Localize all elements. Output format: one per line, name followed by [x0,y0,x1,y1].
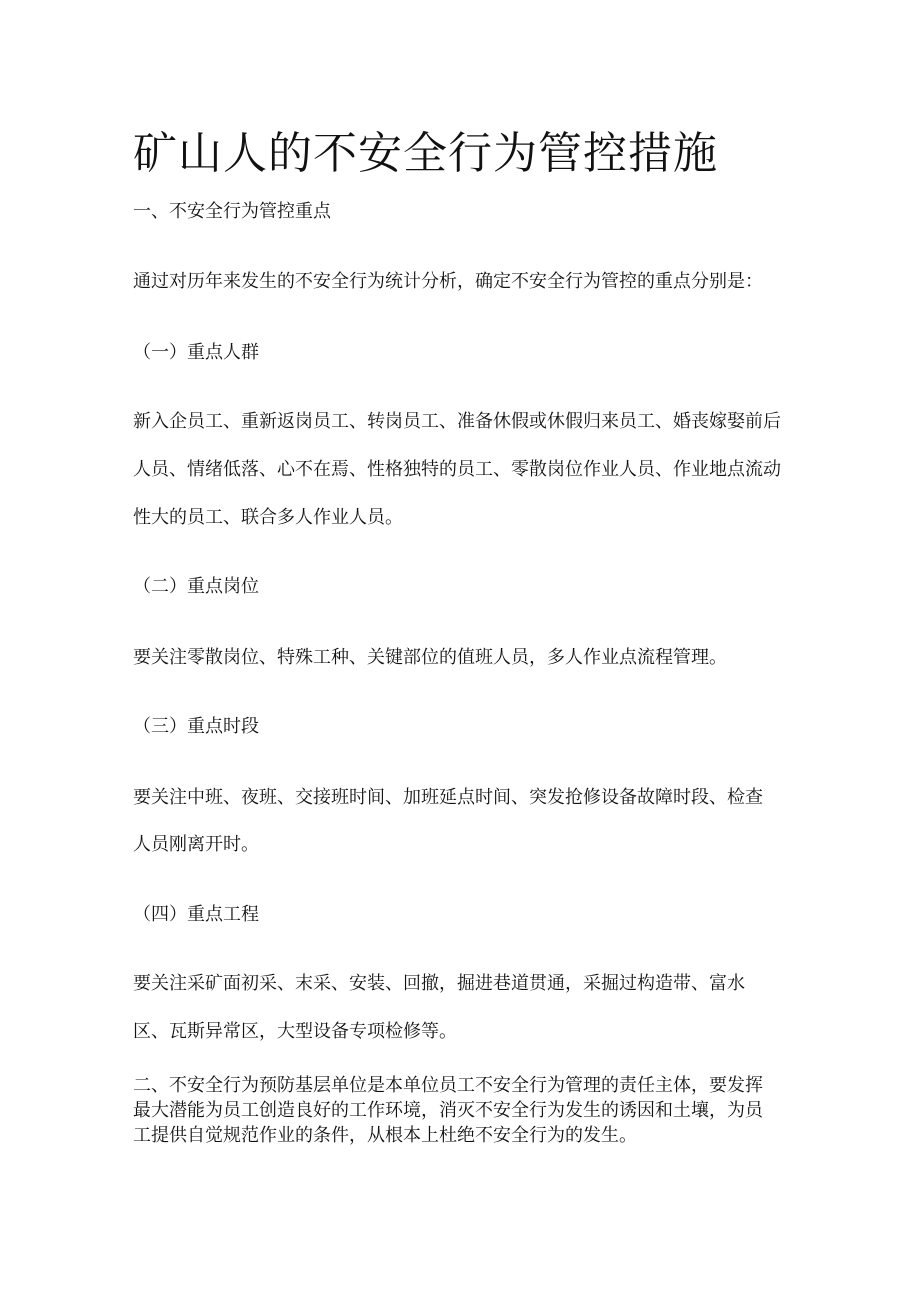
subheading-key-posts: （二）重点岗位 [133,576,259,597]
paragraph-line: 二、不安全行为预防基层单位是本单位员工不安全行为管理的责任主体，要发挥 [133,1075,763,1096]
paragraph-line: 工提供自觉规范作业的条件，从根本上杜绝不安全行为的发生。 [133,1125,637,1146]
paragraph-line: 人员刚离开时。 [133,834,259,855]
paragraph-line: 新入企员工、重新返岗员工、转岗员工、准备休假或休假归来员工、婚丧嫁娶前后 [133,411,781,432]
paragraph-line: 要关注零散岗位、特殊工种、关键部位的值班人员，多人作业点流程管理。 [133,647,727,668]
intro-paragraph: 通过对历年来发生的不安全行为统计分析，确定不安全行为管控的重点分别是： [133,271,763,292]
section-heading: 一、不安全行为管控重点 [133,201,331,222]
subheading-key-groups: （一）重点人群 [133,342,259,363]
document-title: 矿山人的不安全行为管控措施 [133,128,718,179]
subheading-key-projects: （四）重点工程 [133,904,259,925]
paragraph-line: 要关注采矿面初采、末采、安装、回撤，掘进巷道贯通，采掘过构造带、富水 [133,973,745,994]
subheading-key-periods: （三）重点时段 [133,716,259,737]
paragraph-line: 要关注中班、夜班、交接班时间、加班延点时间、突发抢修设备故障时段、检查 [133,787,763,808]
paragraph-line: 最大潜能为员工创造良好的工作环境，消灭不安全行为发生的诱因和土壤，为员 [133,1100,763,1121]
paragraph-line: 性大的员工、联合多人作业人员。 [133,507,403,528]
paragraph-line: 人员、情绪低落、心不在焉、性格独特的员工、零散岗位作业人员、作业地点流动 [133,459,781,480]
paragraph-line: 区、瓦斯异常区，大型设备专项检修等。 [133,1021,457,1042]
